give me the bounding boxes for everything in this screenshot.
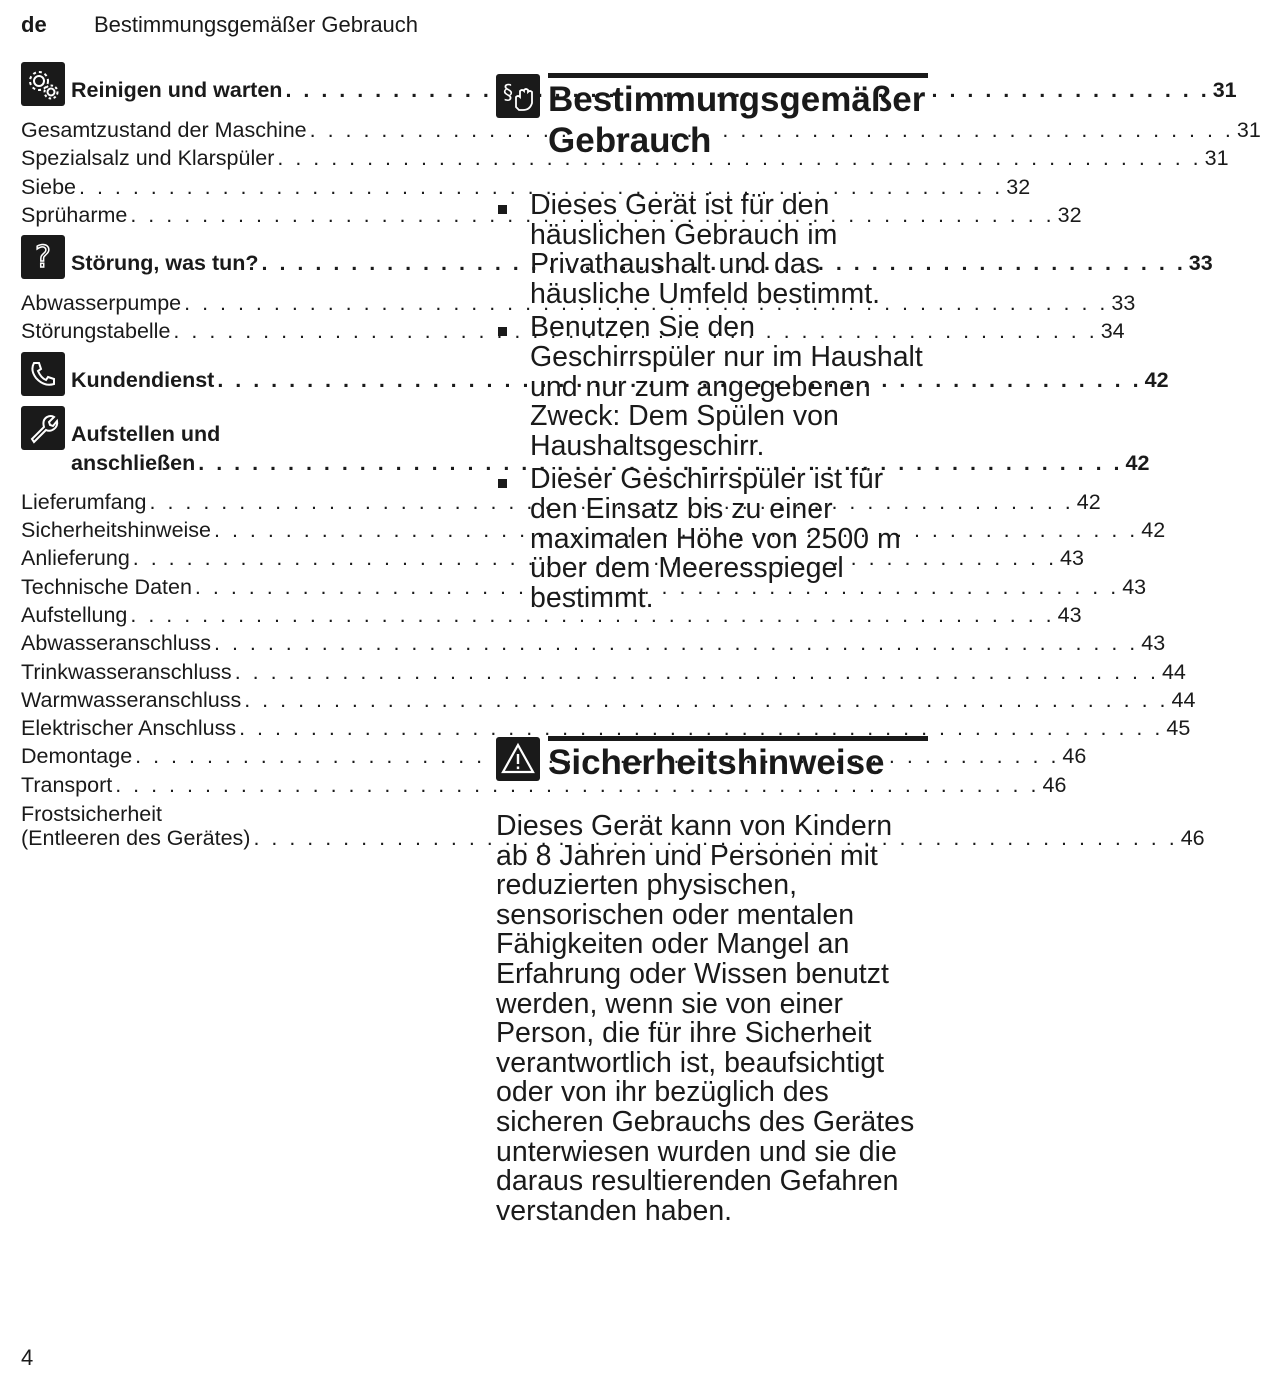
- toc-item[interactable]: Anlieferung . . . 43: [21, 544, 446, 572]
- toc-item[interactable]: Lieferumfang . . . 42: [21, 488, 446, 516]
- phone-icon: [21, 352, 65, 396]
- toc-item[interactable]: Technische Daten . . . 43: [21, 573, 446, 601]
- section-rule: [548, 736, 928, 741]
- toc-section-title: Kundendienst: [71, 367, 215, 392]
- toc-section-title: Störung, was tun?: [71, 251, 259, 276]
- svg-text:§: §: [503, 80, 513, 104]
- list-item: Dieses Gerät ist für den häuslichen Gebrauch im Privathaushalt und das häusliche Umfeld bestimmt.: [496, 191, 926, 309]
- page-number: 4: [21, 1345, 34, 1370]
- safety-paragraph: Dieses Gerät kann von Kindern ab 8 Jahren und Personen mit reduzierten physischen, sensorischen oder mentalen Fähigkeiten oder Mangel an Erfahrung oder Wissen benutzt werden, wenn sie von einer Person, die für ihre Sicherheit verantwortlich ist, beaufsichtigt oder von ihr bezüglich des sicheren Gebrauchs des Gerätes unterwiesen wurden und sie die daraus resultierenden Gefahren verstanden haben.: [496, 810, 915, 1227]
- toc-item[interactable]: Elektrischer Anschluss . . . 45: [21, 714, 446, 742]
- toc-section-aufstellen[interactable]: [21, 406, 1150, 478]
- toc-item[interactable]: Sicherheitshinweise . . . 42: [21, 516, 446, 544]
- usage-bullet-list: [496, 191, 926, 617]
- toc-section-reinigen[interactable]: [21, 62, 1237, 106]
- toc-page: 42: [1144, 367, 1169, 392]
- page-header: [21, 11, 418, 39]
- warning-triangle-icon: [496, 737, 540, 781]
- toc-page: 31: [1212, 78, 1237, 102]
- toc-item[interactable]: Abwasseranschluss . . . 43: [21, 629, 446, 657]
- bullet-square-icon: [498, 479, 507, 488]
- bullet-square-icon: [498, 327, 507, 336]
- toc-item[interactable]: Abwasserpumpe . . . 33: [21, 289, 446, 317]
- toc-item[interactable]: Spezialsalz und Klarspüler . . . 31: [21, 144, 446, 172]
- paragraph-hand-icon: [496, 74, 540, 118]
- list-item: Dieser Geschirrspüler ist für den Einsatz bis zu einer maximalen Höhe von 2500 m über dem Meeresspiegel bestimmt.: [496, 465, 926, 613]
- toc-section-title: Aufstellen und: [71, 421, 221, 446]
- toc-item[interactable]: Frostsicherheit (Entleeren des Gerätes) . . . 46: [21, 803, 446, 850]
- toc-page: 42: [1125, 450, 1150, 475]
- list-item: Benutzen Sie den Geschirrspüler nur im Haushalt und nur zum angegebenen Zweck: Dem Spülen von Haushaltsgeschirr.: [496, 313, 926, 461]
- toc-item[interactable]: Warmwasseranschluss . . . 44: [21, 686, 446, 714]
- toc-section-title: anschließen: [71, 450, 196, 475]
- toc-item[interactable]: Trinkwasseranschluss . . . 44: [21, 658, 446, 686]
- toc-section-kundendienst[interactable]: [21, 352, 1169, 396]
- question-icon: [21, 235, 65, 279]
- toc-item[interactable]: Gesamtzustand der Maschine . . . 31: [21, 116, 446, 144]
- usage-heading: Bestimmungsgemäßer Gebrauch: [548, 80, 926, 160]
- toc-item[interactable]: Störungstabelle . . . 34: [21, 317, 446, 345]
- safety-heading: Sicherheitshinweise: [548, 743, 885, 782]
- gear-icon: [21, 62, 65, 106]
- toc-item[interactable]: Aufstellung . . . 43: [21, 601, 446, 629]
- svg-text:?: ?: [35, 240, 51, 276]
- toc-section-title: Reinigen und warten: [71, 78, 283, 102]
- toc-page: 33: [1188, 251, 1213, 276]
- toc-item[interactable]: Siebe . . . 32: [21, 173, 446, 201]
- language-code: de: [21, 12, 47, 37]
- toc-section-stoerung[interactable]: [21, 235, 1213, 279]
- toc-item[interactable]: Demontage . . . 46: [21, 742, 446, 770]
- toc-item[interactable]: Transport . . . 46: [21, 771, 446, 799]
- section-rule: [548, 73, 928, 78]
- bullet-square-icon: [498, 205, 507, 214]
- toc-item[interactable]: Sprüharme . . . 32: [21, 201, 446, 229]
- wrench-icon: [21, 406, 65, 450]
- header-title: Bestimmungsgemäßer Gebrauch: [94, 12, 419, 37]
